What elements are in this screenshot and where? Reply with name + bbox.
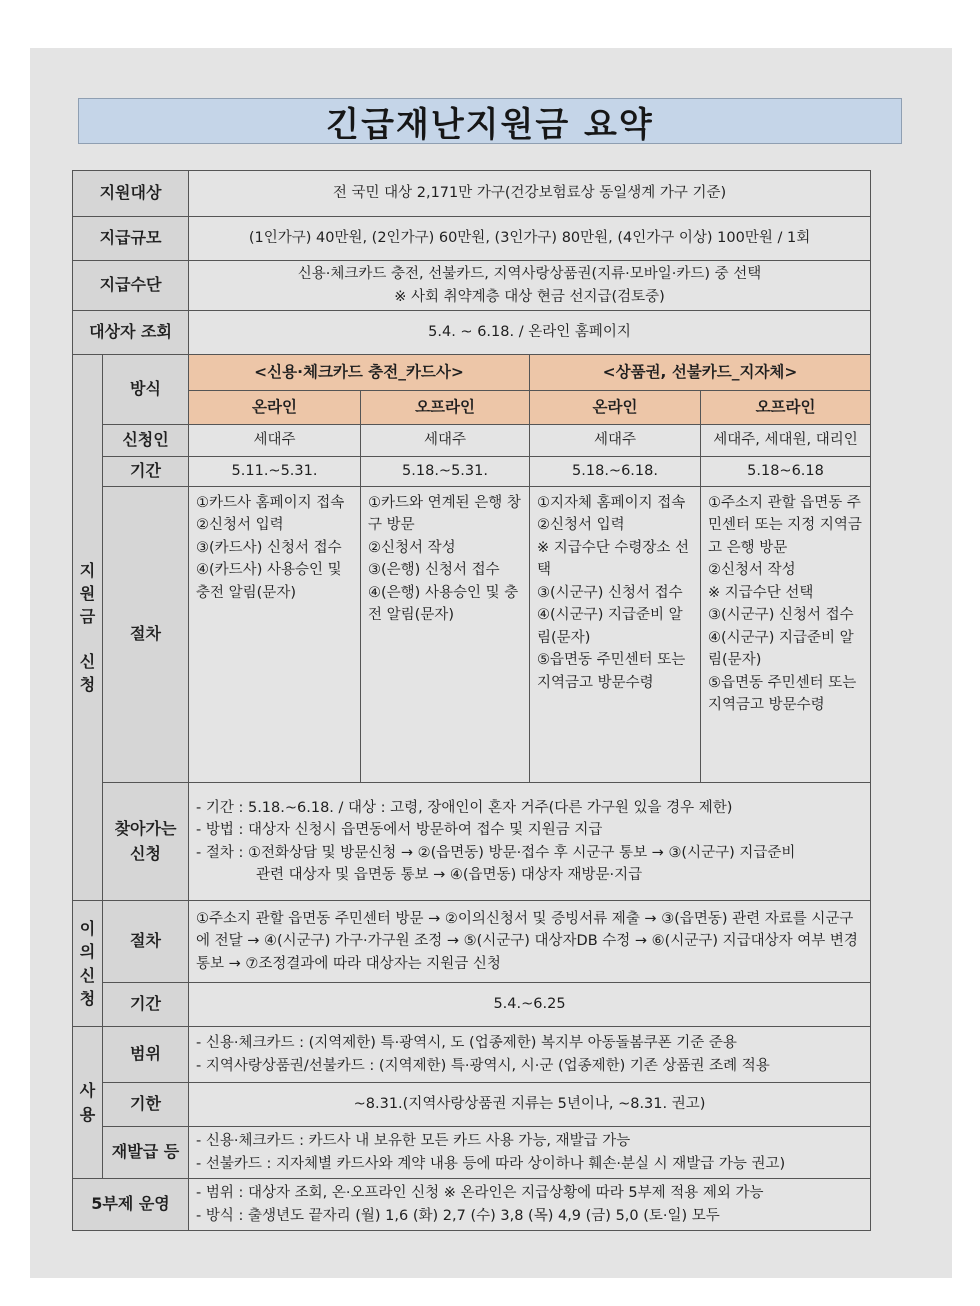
group-voucher: <상품권, 선불카드_지자체> (530, 355, 871, 391)
application-group-label (73, 355, 103, 901)
procedure-step: ②신청서 작성 (368, 539, 456, 556)
means-label: 지급수단 (73, 261, 189, 311)
document-title: 긴급재난지원금 요약 (78, 98, 902, 144)
objection-group-label (73, 901, 103, 1027)
five-day-line: - 범위 : 대상자 조회, 온·오프라인 신청 ※ 온라인은 지급상황에 따라 5부제 적용 제외 가능 (196, 1185, 764, 1202)
row-objection-procedure (73, 901, 871, 983)
row-visiting (73, 783, 871, 901)
period-2: 5.18.~6.18. (530, 457, 701, 487)
means-value (189, 261, 871, 311)
procedure-step: ③(카드사) 신청서 접수 (196, 539, 342, 556)
method-label: 방식 (103, 355, 189, 425)
channel-card-offline: 오프라인 (361, 391, 530, 425)
row-target (73, 171, 871, 217)
vertical-label-char: 의 (79, 942, 96, 962)
procedure-step: ⑤읍면동 주민센터 또는 지역금고 방문수령 (708, 674, 857, 714)
visiting-line: - 방법 : 대상자 신청시 읍면동에서 방문하여 접수 및 지원금 지급 (196, 822, 603, 839)
row-method-groups (73, 355, 871, 391)
procedure-step: ④(은행) 사용승인 및 충전 알림(문자) (368, 584, 519, 624)
period-3: 5.18~6.18 (701, 457, 871, 487)
procedure-step: ①지자체 홈페이지 접속 (537, 495, 686, 511)
usage-scope (189, 1027, 871, 1083)
procedure-step: ③(시군구) 신청서 접수 (708, 607, 854, 624)
period-0: 5.11.~5.31. (189, 457, 361, 487)
procedure-step: ①카드사 홈페이지 접속 (196, 495, 345, 511)
procedure-step: ②신청서 작성 (708, 562, 796, 579)
means-line-1: 신용·체크카드 충전, 선불카드, 지역사랑상품권(지류·모바일·카드) 중 선택 (297, 266, 762, 283)
target-value: 전 국민 대상 2,171만 가구(건강보험료상 동일생계 가구 기준) (189, 171, 871, 217)
usage-scope-line: - 지역사랑상품권/선불카드 : (지역제한) 특·광역시, 시·군 (업종제한) 기존 상품권 조례 적용 (196, 1057, 770, 1074)
visiting-line: 관련 대상자 및 읍면동 통보 → ④(읍면동) 대상자 재방문·지급 (256, 866, 643, 883)
lookup-value: 5.4. ~ 6.18. / 온라인 홈페이지 (189, 311, 871, 355)
usage-deadline-label: 기한 (103, 1083, 189, 1127)
row-usage-scope (73, 1027, 871, 1083)
vertical-label-char: 원 (79, 583, 96, 603)
procedure-note: ※ 지급수단 수령장소 선택 (537, 539, 690, 579)
vertical-label-char: 청 (79, 675, 96, 695)
period-1: 5.18.~5.31. (361, 457, 530, 487)
visiting-line: - 기간 : 5.18.~6.18. / 대상 : 고령, 장애인이 혼자 거주(다른 가구원 있을 경우 제한) (196, 799, 733, 816)
row-means (73, 261, 871, 311)
visiting-content (189, 783, 871, 901)
scale-value: (1인가구) 40만원, (2인가구) 60만원, (3인가구) 80만원, (4인가구 이상) 100만원 / 1회 (189, 217, 871, 261)
visiting-line: - 절차 : ①전화상담 및 방문신청 → ②(읍면동) 방문·접수 후 시군구 통보 → ③(시군구) 지급준비 (196, 844, 796, 861)
procedure-col-2 (530, 487, 701, 783)
usage-deadline: ~8.31.(지역사랑상품권 지류는 5년이나, ~8.31. 권고) (189, 1083, 871, 1127)
procedure-label: 절차 (103, 487, 189, 783)
row-scale (73, 217, 871, 261)
usage-reissue-label: 재발급 등 (103, 1127, 189, 1179)
procedure-note: ※ 지급수단 선택 (708, 584, 814, 601)
procedure-step: ②신청서 입력 (196, 517, 284, 534)
five-day-label: 5부제 운영 (73, 1179, 189, 1231)
vertical-label-char: 이 (79, 919, 96, 939)
procedure-step: ①주소지 관할 읍면동 주민센터 또는 지정 지역금고 은행 방문 (708, 495, 862, 556)
objection-period: 5.4.~6.25 (189, 983, 871, 1027)
objection-procedure-label: 절차 (103, 901, 189, 983)
usage-scope-line: - 신용·체크카드 : (지역제한) 특·광역시, 도 (업종제한) 복지부 아동돌봄쿠폰 기준 준용 (196, 1035, 737, 1052)
usage-reissue (189, 1127, 871, 1179)
vertical-label-char: 신 (79, 652, 96, 672)
applicant-0: 세대주 (189, 425, 361, 457)
usage-reissue-line: - 신용·체크카드 : 카드사 내 보유한 모든 카드 사용 가능, 재발급 가능 (196, 1133, 631, 1150)
procedure-step: ④(시군구) 지급준비 알림(문자) (708, 629, 854, 669)
lookup-label: 대상자 조회 (73, 311, 189, 355)
means-line-2: ※ 사회 취약계층 대상 현금 선지급(검토중) (394, 288, 665, 305)
row-lookup (73, 311, 871, 355)
vertical-label-char: 청 (79, 988, 96, 1008)
five-day-line: - 방식 : 출생년도 끝자리 (월) 1,6 (화) 2,7 (수) 3,8 (목) 4,9 (금) 5,0 (토·일) 모두 (196, 1207, 720, 1224)
target-label: 지원대상 (73, 171, 189, 217)
vertical-label-char: 신 (79, 965, 96, 985)
channel-voucher-offline: 오프라인 (701, 391, 871, 425)
applicant-1: 세대주 (361, 425, 530, 457)
scale-label: 지급규모 (73, 217, 189, 261)
row-period (73, 457, 871, 487)
row-objection-period (73, 983, 871, 1027)
vertical-label-char: 지 (79, 560, 96, 580)
procedure-col-0 (189, 487, 361, 783)
vertical-label-char: 용 (79, 1104, 96, 1124)
procedure-step: ④(시군구) 지급준비 알림(문자) (537, 607, 683, 646)
row-usage-reissue (73, 1127, 871, 1179)
vertical-label-char: 금 (79, 606, 96, 626)
procedure-step: ①카드와 연계된 은행 창구 방문 (368, 495, 521, 534)
objection-period-label: 기간 (103, 983, 189, 1027)
procedure-step: ③(은행) 신청서 접수 (368, 562, 500, 579)
row-channels (73, 391, 871, 425)
applicant-2: 세대주 (530, 425, 701, 457)
usage-scope-label: 범위 (103, 1027, 189, 1083)
group-card: <신용·체크카드 충전_카드사> (189, 355, 530, 391)
row-usage-deadline (73, 1083, 871, 1127)
vertical-label-char: 사 (79, 1081, 96, 1101)
row-procedure (73, 487, 871, 783)
five-day-content (189, 1179, 871, 1231)
procedure-col-1 (361, 487, 530, 783)
channel-card-online: 온라인 (189, 391, 361, 425)
usage-group-label (73, 1027, 103, 1179)
row-five-day (73, 1179, 871, 1231)
procedure-col-3 (701, 487, 871, 783)
procedure-step: ⑤읍면동 주민센터 또는 지역금고 방문수령 (537, 652, 686, 691)
applicant-label: 신청인 (103, 425, 189, 457)
summary-table (72, 170, 871, 1231)
channel-voucher-online: 온라인 (530, 391, 701, 425)
procedure-step: ②신청서 입력 (537, 517, 625, 534)
visiting-label: 찾아가는 신청 (103, 783, 189, 901)
procedure-step: ③(시군구) 신청서 접수 (537, 584, 683, 601)
objection-procedure: ①주소지 관할 읍면동 주민센터 방문 → ②이의신청서 및 증빙서류 제출 → ③(읍면동) 관련 자료를 시군구에 전달 → ④(시군구) 가구·가구원 조정 → ⑤(시군구) 대상자DB 수정 → ⑥(시군구) 지급대상자 여부 변경 통보 → ⑦조정결과에 따라 대상자는 지원금 신청 (189, 901, 871, 983)
applicant-3: 세대주, 세대원, 대리인 (701, 425, 871, 457)
period-label: 기간 (103, 457, 189, 487)
usage-reissue-line: - 선불카드 : 지자체별 카드사와 계약 내용 등에 따라 상이하나 훼손·분실 시 재발급 가능 권고) (196, 1155, 786, 1172)
procedure-step: ④(카드사) 사용승인 및 충전 알림(문자) (196, 562, 342, 601)
row-applicant (73, 425, 871, 457)
